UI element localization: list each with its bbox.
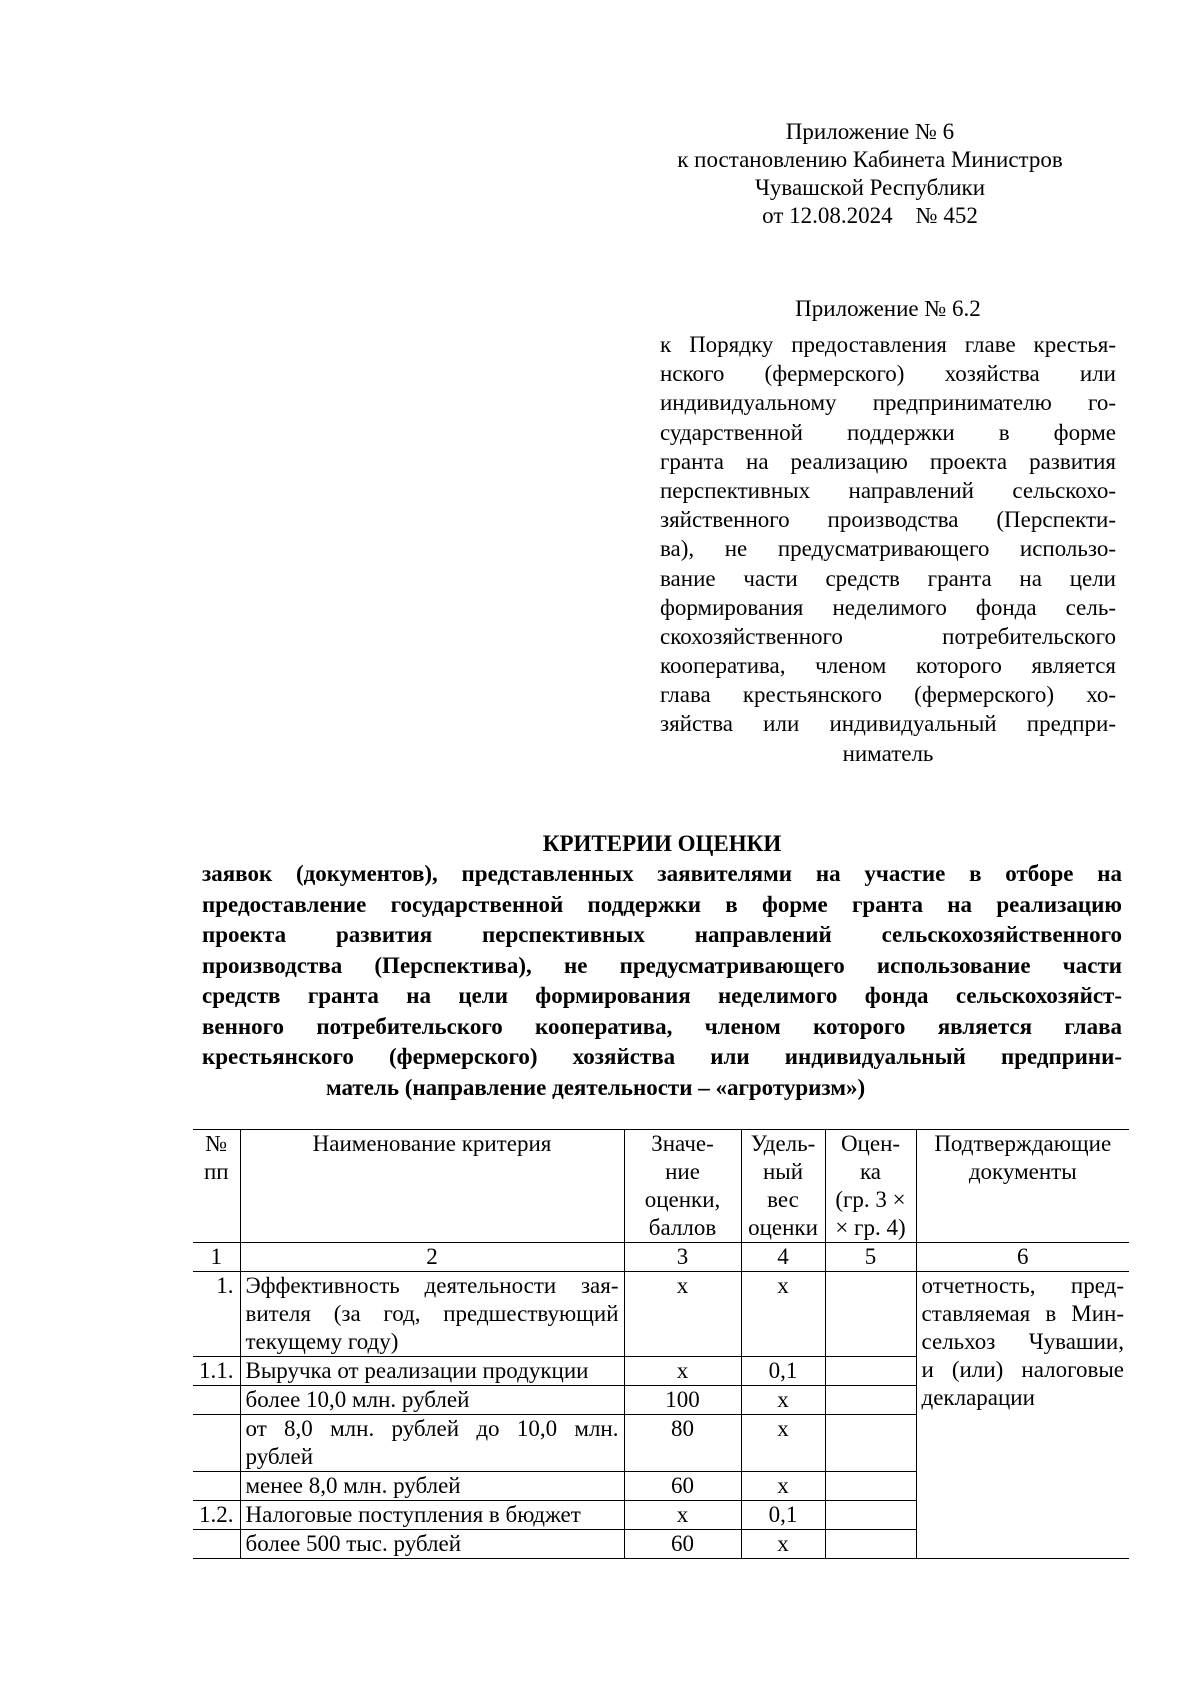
- appendix-text-line: к Порядку предоставления главе крестья-: [660, 332, 1116, 357]
- criterion-name: Налоговые поступления в бюджет: [240, 1501, 624, 1530]
- table-row: [193, 1272, 1129, 1357]
- criterion-weight: х: [741, 1415, 825, 1472]
- column-number: 2: [240, 1243, 624, 1272]
- appendix-text-line: гранта на реализацию проекта развития: [660, 448, 1116, 474]
- appendix-6-header: [620, 118, 1120, 230]
- criterion-score: [825, 1272, 916, 1357]
- appendix-text-line: зяйства или индивидуальный предпри-: [660, 711, 1116, 737]
- criterion-value: х: [624, 1272, 741, 1357]
- criterion-score: [825, 1501, 916, 1530]
- appendix-text-line: ва), не предусматривающего использо-: [660, 536, 1116, 562]
- criterion-name: более 500 тыс. рублей: [240, 1530, 624, 1559]
- title-line: средств гранта на цели формирования неделимого фонда сельскохозяйст-: [202, 983, 1122, 1008]
- appendix-6-2-header: [660, 294, 1116, 768]
- appendix-text-line: формирования неделимого фонда сель-: [660, 594, 1116, 620]
- appendix-6-2-title: Приложение № 6.2: [795, 296, 981, 321]
- appendix-text-line: сударственной поддержки в форме: [660, 419, 1116, 445]
- row-number: [193, 1530, 240, 1559]
- criterion-name: более 10,0 млн. рублей: [240, 1386, 624, 1415]
- criterion-score: [825, 1357, 916, 1386]
- appendix-text-line: кооператива, членом которого является: [660, 653, 1116, 679]
- criterion-weight: х: [741, 1472, 825, 1501]
- appendix-text-line: нского (фермерского) хозяйства или: [660, 361, 1116, 387]
- column-number: 1: [193, 1243, 240, 1272]
- header-cell-value: Значе- ние оценки, баллов: [624, 1130, 741, 1243]
- row-number: [193, 1472, 240, 1501]
- row-number: 1.2.: [193, 1501, 240, 1530]
- title-line: заявок (документов), представленных заявителями на участие в отборе на: [202, 861, 1122, 886]
- column-number: 3: [624, 1243, 741, 1272]
- appendix-line: Приложение № 6: [785, 119, 955, 144]
- criterion-name: Эффективность деятельности зая- вителя (за год, предшествующий текущему году): [240, 1272, 624, 1357]
- header-cell-name: Наименование критерия: [240, 1130, 624, 1243]
- appendix-text-line: перспективных направлений сельскохо-: [660, 477, 1116, 503]
- criteria-table: [193, 1129, 1129, 1559]
- appendix-text-line: зяйственного производства (Перспекти-: [660, 507, 1116, 533]
- appendix-text-line: вание части средств гранта на цели: [660, 565, 1116, 591]
- criterion-score: [825, 1530, 916, 1559]
- criterion-score: [825, 1415, 916, 1472]
- header-cell-number: № пп: [193, 1130, 240, 1243]
- title-line: проекта развития перспективных направлений сельскохозяйственного: [202, 922, 1122, 947]
- title-line: крестьянского (фермерского) хозяйства или индивидуальный предприни-: [202, 1044, 1122, 1069]
- header-cell-score: Оцен- ка (гр. 3 × × гр. 4): [825, 1130, 916, 1243]
- title-line: производства (Перспектива), не предусматривающего использование части: [202, 952, 1122, 978]
- appendix-text-line: индивидуальному предпринимателю го-: [660, 390, 1116, 416]
- criterion-value: х: [624, 1357, 741, 1386]
- criterion-score: [825, 1386, 916, 1415]
- criterion-weight: х: [741, 1272, 825, 1357]
- header-cell-weight: Удель- ный вес оценки: [741, 1130, 825, 1243]
- criterion-name: Выручка от реализации продукции: [240, 1357, 624, 1386]
- appendix-line: к постановлению Кабинета Министров: [677, 147, 1063, 172]
- criterion-weight: 0,1: [741, 1501, 825, 1530]
- column-number: 5: [825, 1243, 916, 1272]
- criterion-name: от 8,0 млн. рублей до 10,0 млн. рублей: [240, 1415, 624, 1472]
- appendix-line: Чувашской Республики: [754, 175, 986, 200]
- appendix-text-line: глава крестьянского (фермерского) хо-: [660, 682, 1116, 708]
- appendix-text-line: ниматель: [842, 740, 934, 766]
- criterion-weight: 0,1: [741, 1357, 825, 1386]
- column-number: 4: [741, 1243, 825, 1272]
- criterion-value: 60: [624, 1472, 741, 1501]
- row-number: 1.1.: [193, 1357, 240, 1386]
- criterion-value: 100: [624, 1386, 741, 1415]
- criterion-score: [825, 1472, 916, 1501]
- appendix-line: от 12.08.2024 № 452: [762, 203, 978, 228]
- column-number: 6: [916, 1243, 1129, 1272]
- column-number-row: [193, 1243, 1129, 1272]
- row-number: [193, 1415, 240, 1472]
- criterion-value: 60: [624, 1530, 741, 1559]
- criterion-value: х: [624, 1501, 741, 1530]
- supporting-documents: отчетность, пред- ставляемая в Мин- сельхоз Чувашии, и (или) налоговые декларации: [916, 1272, 1129, 1559]
- criteria-title-block: [202, 828, 1122, 1103]
- title-line: предоставление государственной поддержки в форме гранта на реализацию: [202, 891, 1122, 917]
- title-line: венного потребительского кооператива, членом которого является глава: [202, 1013, 1122, 1039]
- criterion-value: 80: [624, 1415, 741, 1472]
- page-title: КРИТЕРИИ ОЦЕНКИ: [542, 831, 782, 856]
- row-number: 1.: [193, 1272, 240, 1357]
- criterion-name: менее 8,0 млн. рублей: [240, 1472, 624, 1501]
- header-cell-documents: Подтверждающие документы: [916, 1130, 1129, 1243]
- title-line: матель (направление деятельности – «агротуризм»): [326, 1074, 866, 1100]
- criterion-weight: х: [741, 1386, 825, 1415]
- criterion-weight: х: [741, 1530, 825, 1559]
- appendix-text-line: скохозяйственного потребительского: [660, 623, 1116, 649]
- row-number: [193, 1386, 240, 1415]
- table-header-row: [193, 1130, 1129, 1243]
